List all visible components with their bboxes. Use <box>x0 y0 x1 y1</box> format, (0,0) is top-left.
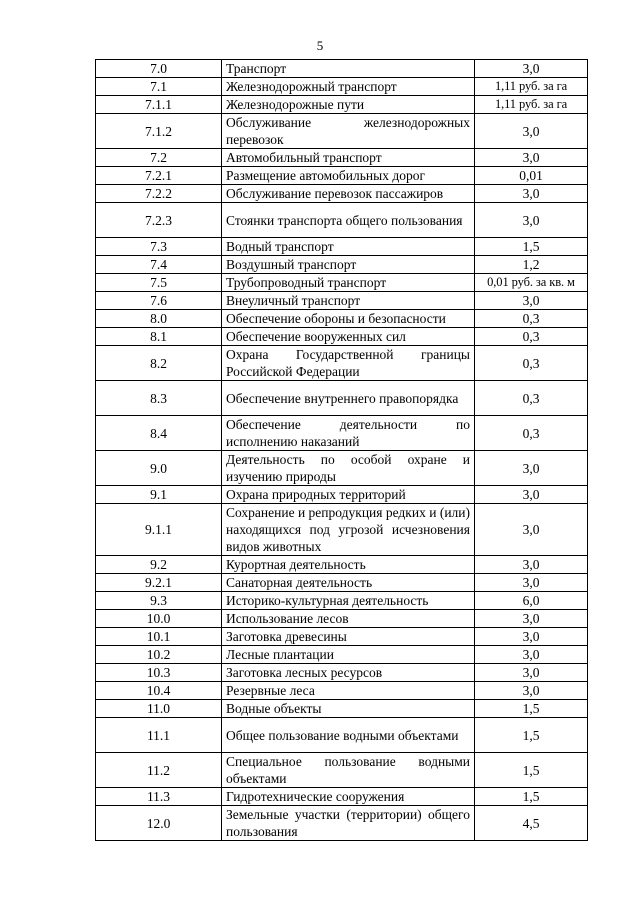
table-body <box>96 60 588 841</box>
row-name: Общее пользование водными объектами <box>222 718 475 753</box>
row-name: Внеуличный транспорт <box>222 292 475 310</box>
row-value: 3,0 <box>475 292 588 310</box>
row-name: Заготовка лесных ресурсов <box>222 664 475 682</box>
row-value: 1,5 <box>475 238 588 256</box>
row-value: 3,0 <box>475 149 588 167</box>
table-row <box>96 60 588 78</box>
row-value: 3,0 <box>475 628 588 646</box>
table-row <box>96 592 588 610</box>
table-row <box>96 381 588 416</box>
row-code: 7.1 <box>96 78 222 96</box>
table-row <box>96 628 588 646</box>
row-code: 7.2.3 <box>96 203 222 238</box>
row-name: Санаторная деятельность <box>222 574 475 592</box>
row-value: 3,0 <box>475 114 588 149</box>
table-row <box>96 646 588 664</box>
row-code: 8.3 <box>96 381 222 416</box>
table-row <box>96 238 588 256</box>
row-value: 0,01 <box>475 167 588 185</box>
row-value: 3,0 <box>475 504 588 556</box>
row-name: Резервные леса <box>222 682 475 700</box>
row-name: Железнодорожный транспорт <box>222 78 475 96</box>
row-code: 11.0 <box>96 700 222 718</box>
row-code: 10.1 <box>96 628 222 646</box>
table-row <box>96 114 588 149</box>
row-value: 0,3 <box>475 310 588 328</box>
table-row <box>96 486 588 504</box>
row-name: Обеспечение деятельности по исполнению наказаний <box>222 416 475 451</box>
table-row <box>96 682 588 700</box>
table-row <box>96 753 588 788</box>
row-code: 7.2.1 <box>96 167 222 185</box>
row-value: 0,3 <box>475 381 588 416</box>
row-code: 10.0 <box>96 610 222 628</box>
row-name: Размещение автомобильных дорог <box>222 167 475 185</box>
table-row <box>96 256 588 274</box>
table-row <box>96 310 588 328</box>
row-value: 3,0 <box>475 203 588 238</box>
row-value: 1,2 <box>475 256 588 274</box>
row-code: 9.0 <box>96 451 222 486</box>
table-row <box>96 78 588 96</box>
row-value: 1,5 <box>475 753 588 788</box>
table-row <box>96 274 588 292</box>
table-row <box>96 167 588 185</box>
row-code: 7.1.1 <box>96 96 222 114</box>
table-row <box>96 556 588 574</box>
row-name: Лесные плантации <box>222 646 475 664</box>
row-value: 3,0 <box>475 486 588 504</box>
row-code: 11.2 <box>96 753 222 788</box>
row-value: 4,5 <box>475 806 588 841</box>
row-name: Сохранение и репродукция редких и (или) находящихся под угрозой исчезновения видов животных <box>222 504 475 556</box>
row-value: 0,3 <box>475 346 588 381</box>
table-row <box>96 806 588 841</box>
row-code: 10.2 <box>96 646 222 664</box>
row-value: 6,0 <box>475 592 588 610</box>
row-name: Охрана Государственной границы Российской Федерации <box>222 346 475 381</box>
row-value: 3,0 <box>475 664 588 682</box>
row-value: 1,5 <box>475 788 588 806</box>
row-name: Трубопроводный транспорт <box>222 274 475 292</box>
row-name: Использование лесов <box>222 610 475 628</box>
row-value: 3,0 <box>475 60 588 78</box>
row-code: 8.2 <box>96 346 222 381</box>
row-value: 3,0 <box>475 451 588 486</box>
row-name: Специальное пользование водными объектами <box>222 753 475 788</box>
row-value: 3,0 <box>475 646 588 664</box>
row-name: Автомобильный транспорт <box>222 149 475 167</box>
row-name: Историко-культурная деятельность <box>222 592 475 610</box>
row-name: Водный транспорт <box>222 238 475 256</box>
row-name: Обеспечение обороны и безопасности <box>222 310 475 328</box>
table-row <box>96 149 588 167</box>
row-value: 0,01 руб. за кв. м <box>475 274 588 292</box>
row-value: 3,0 <box>475 610 588 628</box>
row-name: Охрана природных территорий <box>222 486 475 504</box>
row-name: Заготовка древесины <box>222 628 475 646</box>
table-row <box>96 328 588 346</box>
table-row <box>96 718 588 753</box>
row-name: Земельные участки (территории) общего пользования <box>222 806 475 841</box>
table-row <box>96 574 588 592</box>
row-code: 7.1.2 <box>96 114 222 149</box>
row-value: 3,0 <box>475 556 588 574</box>
row-code: 10.4 <box>96 682 222 700</box>
row-value: 0,3 <box>475 328 588 346</box>
row-code: 12.0 <box>96 806 222 841</box>
row-code: 7.3 <box>96 238 222 256</box>
row-value: 1,11 руб. за га <box>475 96 588 114</box>
row-name: Транспорт <box>222 60 475 78</box>
page-number: 5 <box>316 38 324 53</box>
row-code: 7.4 <box>96 256 222 274</box>
table-row <box>96 96 588 114</box>
table-row <box>96 292 588 310</box>
row-name: Стоянки транспорта общего пользования <box>222 203 475 238</box>
row-code: 8.0 <box>96 310 222 328</box>
row-name: Обеспечение вооруженных сил <box>222 328 475 346</box>
row-code: 9.2.1 <box>96 574 222 592</box>
row-name: Обеспечение внутреннего правопорядка <box>222 381 475 416</box>
row-code: 7.5 <box>96 274 222 292</box>
row-code: 9.1.1 <box>96 504 222 556</box>
row-code: 8.4 <box>96 416 222 451</box>
row-name: Деятельность по особой охране и изучению природы <box>222 451 475 486</box>
row-code: 7.6 <box>96 292 222 310</box>
row-code: 10.3 <box>96 664 222 682</box>
table-row <box>96 664 588 682</box>
table-row <box>96 451 588 486</box>
row-value: 1,11 руб. за га <box>475 78 588 96</box>
table-row <box>96 610 588 628</box>
row-value: 3,0 <box>475 682 588 700</box>
table-row <box>96 346 588 381</box>
row-value: 0,3 <box>475 416 588 451</box>
row-name: Обслуживание железнодорожных перевозок <box>222 114 475 149</box>
row-value: 3,0 <box>475 574 588 592</box>
row-value: 1,5 <box>475 700 588 718</box>
row-name: Железнодорожные пути <box>222 96 475 114</box>
row-value: 3,0 <box>475 185 588 203</box>
row-code: 8.1 <box>96 328 222 346</box>
row-code: 9.2 <box>96 556 222 574</box>
row-code: 7.2.2 <box>96 185 222 203</box>
row-code: 11.3 <box>96 788 222 806</box>
row-code: 9.3 <box>96 592 222 610</box>
row-name: Воздушный транспорт <box>222 256 475 274</box>
table-row <box>96 700 588 718</box>
row-value: 1,5 <box>475 718 588 753</box>
table-row <box>96 416 588 451</box>
table-row <box>96 185 588 203</box>
row-code: 11.1 <box>96 718 222 753</box>
row-name: Гидротехнические сооружения <box>222 788 475 806</box>
row-code: 7.0 <box>96 60 222 78</box>
table-row <box>96 203 588 238</box>
row-code: 9.1 <box>96 486 222 504</box>
row-name: Курортная деятельность <box>222 556 475 574</box>
row-name: Обслуживание перевозок пассажиров <box>222 185 475 203</box>
table-row <box>96 788 588 806</box>
row-code: 7.2 <box>96 149 222 167</box>
land-use-rate-table <box>95 59 588 841</box>
row-name: Водные объекты <box>222 700 475 718</box>
table-row <box>96 504 588 556</box>
